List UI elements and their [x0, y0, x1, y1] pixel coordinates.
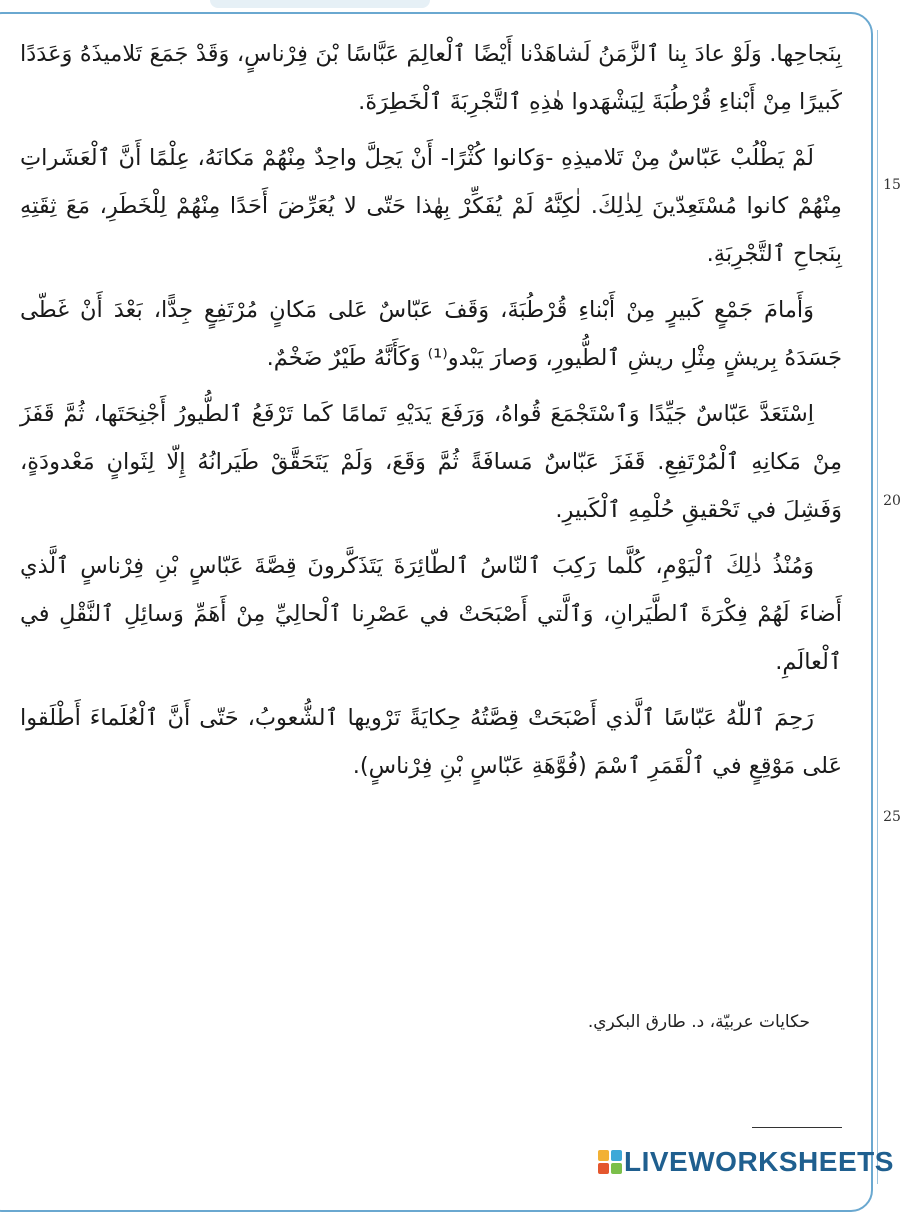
footnote-divider [752, 1127, 842, 1128]
liveworksheets-logo-icon [598, 1150, 622, 1174]
liveworksheets-watermark [598, 1146, 894, 1178]
line-number-25: 25 [883, 809, 901, 825]
source-citation: حكايات عربيّة، د. طارق البكري. [587, 1012, 810, 1032]
line-number-20: 20 [883, 493, 901, 509]
paragraph-5: وَمُنْذُ ذٰلِكَ ٱلْيَوْمِ، كُلَّما رَكِبَ ٱلنّاسُ ٱلطّائِرَةَ يَتَذَكَّرونَ قِصَّةَ عَبّاسٍ بْنِ فِرْناسٍ ٱلَّذي أَضاءَ لَهُمْ فِكْرَةَ ٱلطَّيَرانِ، وَٱلَّتي أَصْبَحَتْ في عَصْرِنا ٱلْحالِيِّ مِنْ أَهَمِّ وَسائِلِ ٱلنَّقْلِ في ٱلْعالَمِ. [20, 553, 842, 675]
passage [20, 30, 842, 798]
margin-rule [877, 30, 878, 1184]
top-tab-decoration [210, 0, 430, 8]
paragraph-1: بِنَجاحِها. وَلَوْ عادَ بِنا ٱلزَّمَنُ لَشاهَدْنا أَيْضًا ٱلْعالِمَ عَبَّاسًا بْنَ فِرْناسٍ، وَقَدْ جَمَعَ تَلاميذَهُ وَعَدَدًا كَبيرًا مِنْ أَبْناءِ قُرْطُبَةَ لِيَشْهَدوا هٰذِهِ ٱلتَّجْرِبَةَ ٱلْخَطِرَةَ. [20, 41, 842, 115]
paragraph-6: رَحِمَ ٱللّٰهُ عَبّاسًا ٱلَّذي أَصْبَحَتْ قِصَّتُهُ حِكايَةً تَرْويها ٱلشُّعوبُ، حَتّى أَنَّ ٱلْعُلَماءَ أَطْلَقوا عَلى مَوْقِعٍ في ٱلْقَمَرِ ٱسْمَ (فُوَّهَةِ عَبّاسٍ بْنِ فِرْناسٍ). [20, 705, 842, 779]
paragraph-4: اِسْتَعَدَّ عَبّاسٌ جَيِّدًا وَٱسْتَجْمَعَ قُواهُ، وَرَفَعَ يَدَيْهِ تَمامًا كَما تَرْفَعُ ٱلطُّيورُ أَجْنِحَتَها، ثُمَّ قَفَزَ مِنْ مَكانِهِ ٱلْمُرْتَفِعِ. قَفَزَ عَبّاسٌ مَسافَةً ثُمَّ وَقَعَ، وَلَمْ يَتَحَقَّقْ طَيَرانُهُ إِلّا لِثَوانٍ مَعْدودَةٍ، وَفَشِلَ في تَحْقيقِ حُلْمِهِ ٱلْكَبيرِ. [20, 401, 842, 523]
paragraph-2: لَمْ يَطْلُبْ عَبّاسٌ مِنْ تَلاميذِهِ -وَكانوا كُثْرًا- أَنْ يَحِلَّ واحِدٌ مِنْهُمْ مَكانَهُ، عِلْمًا أَنَّ ٱلْعَشَراتِ مِنْهُمْ كانوا مُسْتَعِدّينَ لِذٰلِكَ. لٰكِنَّهُ لَمْ يُفَكِّرْ بِهٰذا حَتّى لا يُعَرِّضَ أَحَدًا مِنْهُمْ لِلْخَطَرِ، مَعَ ثِقَتِهِ بِنَجاحِ ٱلتَّجْرِبَةِ. [20, 145, 842, 267]
watermark-text: LIVEWORKSHEETS [624, 1146, 894, 1177]
line-number-15: 15 [883, 177, 901, 193]
paragraph-3: وَأَمامَ جَمْعٍ كَبيرٍ مِنْ أَبْناءِ قُرْطُبَةَ، وَقَفَ عَبّاسٌ عَلى مَكانٍ مُرْتَفِعٍ جِدًّا، بَعْدَ أَنْ غَطّى جَسَدَهُ بِريشٍ مِثْلِ ريشِ ٱلطُّيورِ، وَصارَ يَبْدو⁽¹⁾ وَكَأَنَّهُ طَيْرٌ ضَخْمٌ. [20, 297, 842, 371]
